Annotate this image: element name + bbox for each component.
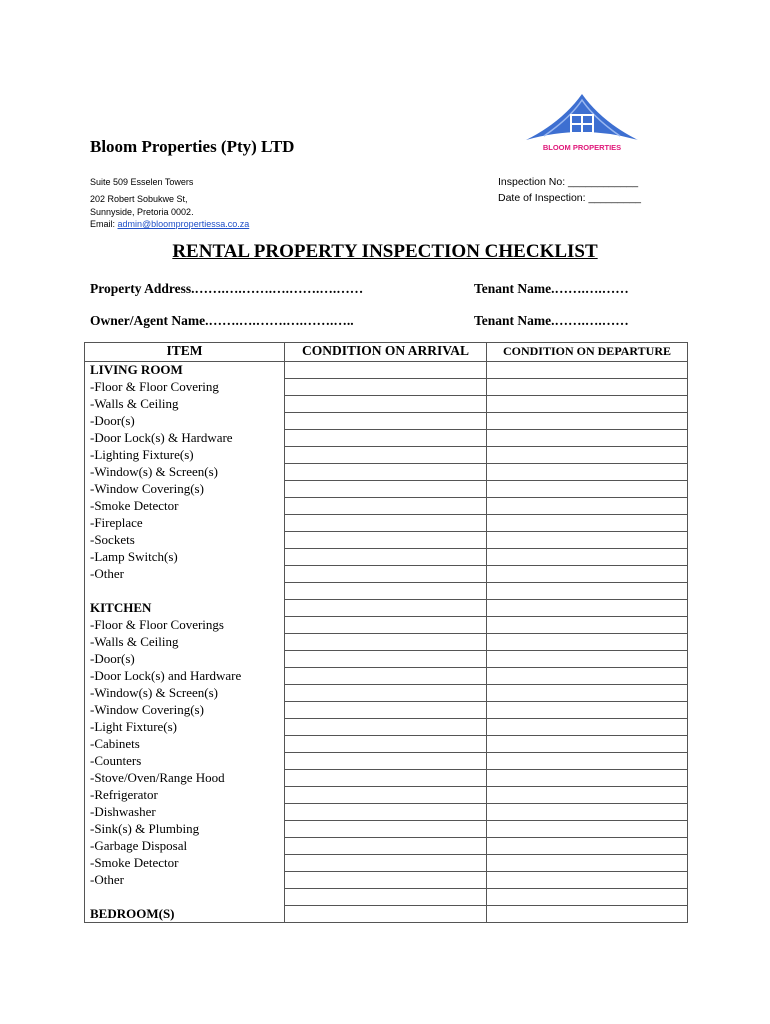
arrival-condition-cell[interactable] [285, 906, 487, 923]
table-row [85, 651, 688, 668]
table-row [85, 838, 688, 855]
departure-condition-cell[interactable] [487, 906, 688, 923]
arrival-condition-cell[interactable] [285, 362, 487, 379]
arrival-condition-cell[interactable] [285, 651, 487, 668]
arrival-condition-cell[interactable] [285, 719, 487, 736]
departure-condition-cell[interactable] [487, 719, 688, 736]
arrival-condition-cell[interactable] [285, 668, 487, 685]
contact-email-line [90, 219, 249, 229]
arrival-condition-cell[interactable] [285, 872, 487, 889]
table-row [85, 362, 688, 379]
item-label: -Walls & Ceiling [85, 634, 285, 651]
table-row [85, 464, 688, 481]
departure-condition-cell[interactable] [487, 532, 688, 549]
section-heading: LIVING ROOM [85, 362, 285, 379]
arrival-condition-cell[interactable] [285, 685, 487, 702]
arrival-condition-cell[interactable] [285, 821, 487, 838]
table-row [85, 498, 688, 515]
item-label: -Fireplace [85, 515, 285, 532]
table-row [85, 634, 688, 651]
departure-condition-cell[interactable] [487, 855, 688, 872]
table-row [85, 600, 688, 617]
table-row [85, 515, 688, 532]
bloom-properties-logo [522, 92, 642, 156]
table-header-row [85, 343, 688, 362]
item-label: -Refrigerator [85, 787, 285, 804]
table-row [85, 617, 688, 634]
departure-condition-cell[interactable] [487, 566, 688, 583]
arrival-condition-cell[interactable] [285, 549, 487, 566]
item-label: -Door Lock(s) & Hardware [85, 430, 285, 447]
item-label: -Window(s) & Screen(s) [85, 464, 285, 481]
item-label: -Smoke Detector [85, 498, 285, 515]
table-row [85, 821, 688, 838]
table-row [85, 447, 688, 464]
arrival-condition-cell[interactable] [285, 515, 487, 532]
table-row [85, 736, 688, 753]
departure-condition-cell[interactable] [487, 753, 688, 770]
email-label: Email: [90, 219, 118, 229]
arrival-condition-cell[interactable] [285, 396, 487, 413]
item-label: -Stove/Oven/Range Hood [85, 770, 285, 787]
item-label: -Door Lock(s) and Hardware [85, 668, 285, 685]
departure-condition-cell[interactable] [487, 702, 688, 719]
table-row [85, 719, 688, 736]
item-label: -Walls & Ceiling [85, 396, 285, 413]
item-label [85, 583, 285, 600]
item-label: -Light Fixture(s) [85, 719, 285, 736]
departure-condition-cell[interactable] [487, 668, 688, 685]
departure-condition-cell[interactable] [487, 804, 688, 821]
item-label: -Dishwasher [85, 804, 285, 821]
table-row [85, 379, 688, 396]
table-row [85, 753, 688, 770]
item-label: -Other [85, 872, 285, 889]
item-label: -Cabinets [85, 736, 285, 753]
arrival-condition-cell[interactable] [285, 838, 487, 855]
departure-condition-cell[interactable] [487, 379, 688, 396]
item-label: -Window(s) & Screen(s) [85, 685, 285, 702]
item-label: -Lamp Switch(s) [85, 549, 285, 566]
column-header-arrival: CONDITION ON ARRIVAL [285, 343, 487, 362]
item-label: -Window Covering(s) [85, 481, 285, 498]
inspection-checklist-table [84, 342, 688, 923]
table-row [85, 889, 688, 906]
departure-condition-cell[interactable] [487, 651, 688, 668]
table-row [85, 549, 688, 566]
owner-agent-name-field[interactable]: Owner/Agent Name.…….….…….….…….….. [90, 313, 354, 328]
table-row [85, 566, 688, 583]
departure-condition-cell[interactable] [487, 362, 688, 379]
departure-condition-cell[interactable] [487, 634, 688, 651]
departure-condition-cell[interactable] [487, 515, 688, 532]
document-title: RENTAL PROPERTY INSPECTION CHECKLIST [172, 241, 598, 262]
arrival-condition-cell[interactable] [285, 379, 487, 396]
item-label: -Other [85, 566, 285, 583]
arrival-condition-cell[interactable] [285, 600, 487, 617]
departure-condition-cell[interactable] [487, 736, 688, 753]
arrival-condition-cell[interactable] [285, 753, 487, 770]
arrival-condition-cell[interactable] [285, 634, 487, 651]
inspection-date: Date of Inspection: _________ [498, 192, 642, 204]
table-row [85, 668, 688, 685]
departure-condition-cell[interactable] [487, 447, 688, 464]
arrival-condition-cell[interactable] [285, 413, 487, 430]
departure-condition-cell[interactable] [487, 787, 688, 804]
departure-condition-cell[interactable] [487, 549, 688, 566]
table-row [85, 396, 688, 413]
inspection-number: Inspection No: ____________ [498, 176, 639, 188]
item-label: -Floor & Floor Coverings [85, 617, 285, 634]
departure-condition-cell[interactable] [487, 821, 688, 838]
logo-text: BLOOM PROPERTIES [542, 143, 622, 152]
tenant-name-field-1[interactable]: Tenant Name.…….….…… [474, 281, 629, 296]
item-label: -Door(s) [85, 651, 285, 668]
column-header-departure: CONDITION ON DEPARTURE [487, 343, 688, 362]
arrival-condition-cell[interactable] [285, 889, 487, 906]
item-label: -Sink(s) & Plumbing [85, 821, 285, 838]
table-row [85, 430, 688, 447]
arrival-condition-cell[interactable] [285, 736, 487, 753]
arrival-condition-cell[interactable] [285, 447, 487, 464]
departure-condition-cell[interactable] [487, 481, 688, 498]
departure-condition-cell[interactable] [487, 872, 688, 889]
departure-condition-cell[interactable] [487, 838, 688, 855]
tenant-name-field-2[interactable]: Tenant Name.…….….…… [474, 313, 629, 328]
table-row [85, 532, 688, 549]
departure-condition-cell[interactable] [487, 396, 688, 413]
table-row [85, 481, 688, 498]
arrival-condition-cell[interactable] [285, 617, 487, 634]
arrival-condition-cell[interactable] [285, 532, 487, 549]
departure-condition-cell[interactable] [487, 600, 688, 617]
table-row [85, 685, 688, 702]
item-label: -Floor & Floor Covering [85, 379, 285, 396]
departure-condition-cell[interactable] [487, 430, 688, 447]
item-label: -Window Covering(s) [85, 702, 285, 719]
table-row [85, 787, 688, 804]
departure-condition-cell[interactable] [487, 617, 688, 634]
departure-condition-cell[interactable] [487, 464, 688, 481]
item-label: -Garbage Disposal [85, 838, 285, 855]
table-row [85, 804, 688, 821]
table-row [85, 413, 688, 430]
item-label: -Sockets [85, 532, 285, 549]
arrival-condition-cell[interactable] [285, 430, 487, 447]
arrival-condition-cell[interactable] [285, 583, 487, 600]
column-header-item: ITEM [85, 343, 285, 362]
item-label [85, 889, 285, 906]
departure-condition-cell[interactable] [487, 770, 688, 787]
departure-condition-cell[interactable] [487, 498, 688, 515]
arrival-condition-cell[interactable] [285, 804, 487, 821]
property-address-field[interactable]: Property Address.…….….…….….…….….…… [90, 281, 364, 296]
table-row [85, 770, 688, 787]
departure-condition-cell[interactable] [487, 583, 688, 600]
address-street: 202 Robert Sobukwe St, [90, 194, 188, 204]
table-row [85, 583, 688, 600]
arrival-condition-cell[interactable] [285, 498, 487, 515]
table-row [85, 702, 688, 719]
departure-condition-cell[interactable] [487, 685, 688, 702]
arrival-condition-cell[interactable] [285, 464, 487, 481]
arrival-condition-cell[interactable] [285, 481, 487, 498]
arrival-condition-cell[interactable] [285, 770, 487, 787]
company-name: Bloom Properties (Pty) LTD [90, 137, 295, 156]
item-label: -Smoke Detector [85, 855, 285, 872]
arrival-condition-cell[interactable] [285, 787, 487, 804]
section-heading: KITCHEN [85, 600, 285, 617]
item-label: -Door(s) [85, 413, 285, 430]
arrival-condition-cell[interactable] [285, 855, 487, 872]
address-suite: Suite 509 Esselen Towers [90, 177, 194, 187]
section-heading: BEDROOM(S) [85, 906, 285, 923]
departure-condition-cell[interactable] [487, 889, 688, 906]
departure-condition-cell[interactable] [487, 413, 688, 430]
item-label: -Counters [85, 753, 285, 770]
email-link[interactable]: admin@bloompropertiessa.co.za [117, 219, 250, 229]
table-row [85, 872, 688, 889]
table-row [85, 906, 688, 923]
arrival-condition-cell[interactable] [285, 566, 487, 583]
arrival-condition-cell[interactable] [285, 702, 487, 719]
item-label: -Lighting Fixture(s) [85, 447, 285, 464]
address-city: Sunnyside, Pretoria 0002. [90, 207, 194, 217]
table-row [85, 855, 688, 872]
